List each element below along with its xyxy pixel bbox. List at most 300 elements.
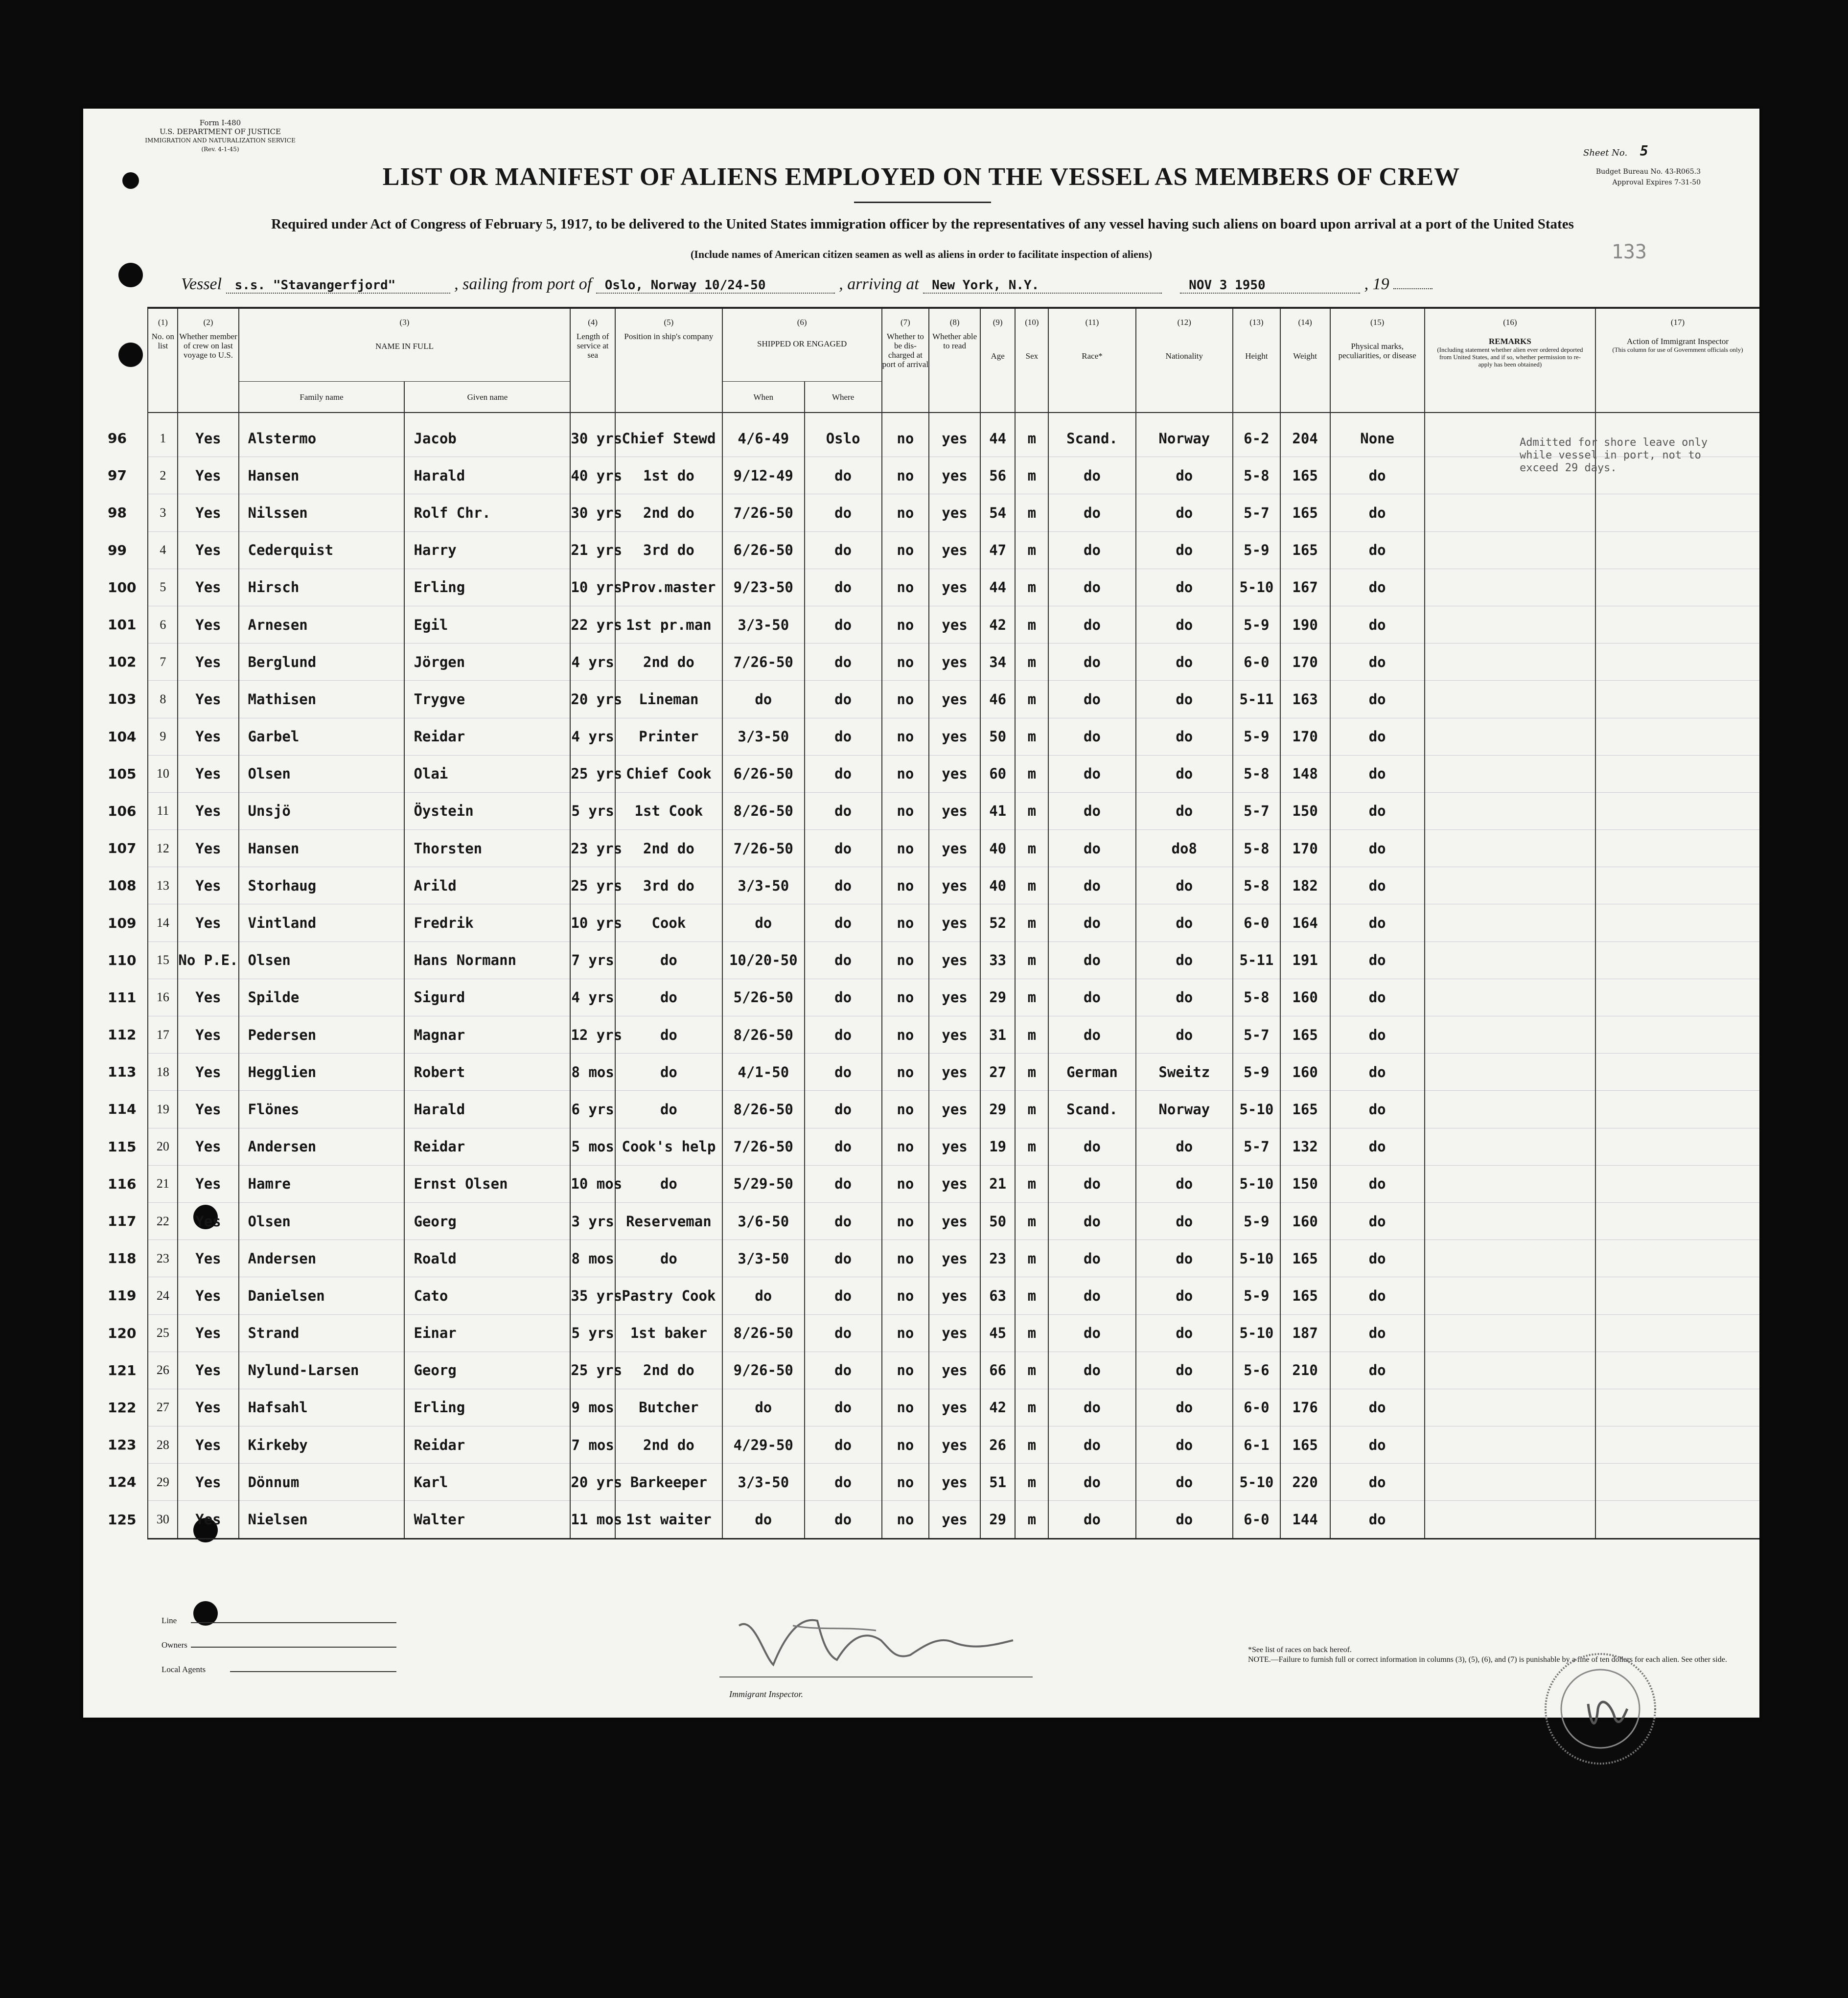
margin-number: 107 (108, 840, 137, 857)
list-number: 17 (148, 1016, 178, 1054)
able-to-read: yes (929, 1202, 980, 1240)
table-row (83, 606, 1759, 643)
sheet-value: 5 (1640, 143, 1648, 159)
age: 42 (980, 606, 1015, 643)
position: Cook's help (615, 1128, 722, 1165)
sex: m (1015, 942, 1048, 979)
sex: m (1015, 718, 1048, 755)
crew-last-voyage: Yes (178, 1128, 238, 1165)
margin-number: 103 (108, 691, 137, 708)
family-name: Vintland (239, 904, 405, 942)
age: 31 (980, 1016, 1015, 1054)
height: 5-10 (1233, 569, 1280, 606)
age: 56 (980, 457, 1015, 494)
remarks-cell (1425, 718, 1595, 755)
service-length: 7 mos (570, 1426, 615, 1464)
sex: m (1015, 1128, 1048, 1165)
crew-last-voyage: Yes (178, 830, 238, 867)
age: 19 (980, 1128, 1015, 1165)
table-row (83, 1128, 1759, 1165)
able-to-read: yes (929, 1016, 980, 1054)
family-name: Andersen (239, 1128, 405, 1165)
list-number: 9 (148, 718, 178, 755)
family-name: Unsjö (239, 792, 405, 829)
sex: m (1015, 830, 1048, 867)
race: Scand. (1048, 1091, 1135, 1128)
nationality: do (1136, 1426, 1233, 1464)
sex: m (1015, 681, 1048, 718)
height: 5-8 (1233, 830, 1280, 867)
crew-last-voyage: No P.E. (178, 942, 238, 979)
physical-marks: do (1330, 1240, 1425, 1277)
age: 21 (980, 1165, 1015, 1202)
inspector-action-cell (1595, 1054, 1759, 1091)
nationality: do (1136, 979, 1233, 1016)
position: Lineman (615, 681, 722, 718)
height: 5-10 (1233, 1165, 1280, 1202)
given-name: Harald (404, 457, 570, 494)
able-to-read: yes (929, 1426, 980, 1464)
age: 26 (980, 1426, 1015, 1464)
family-name: Strand (239, 1314, 405, 1352)
margin-number: 101 (108, 617, 137, 633)
given-name: Erling (404, 569, 570, 606)
sex: m (1015, 643, 1048, 681)
sex: m (1015, 867, 1048, 904)
family-name: Flönes (239, 1091, 405, 1128)
list-number: 22 (148, 1202, 178, 1240)
nationality: do (1136, 681, 1233, 718)
height: 5-7 (1233, 494, 1280, 531)
margin-number: 112 (108, 1027, 137, 1043)
race: do (1048, 942, 1135, 979)
inspection-seal (1542, 1650, 1659, 1768)
position: Chief Cook (615, 755, 722, 792)
engaged-where: do (805, 494, 882, 531)
inspector-label: Immigrant Inspector. (729, 1689, 803, 1699)
remarks-cell (1425, 904, 1595, 942)
given-name: Rolf Chr. (404, 494, 570, 531)
position: Chief Stewd (615, 420, 722, 457)
physical-marks: do (1330, 1352, 1425, 1389)
requirement-text: Required under Act of Congress of February 5, 1917, to be delivered to the United States immigration officer by the representatives of any vessel having such aliens on board upon arrival at a port of the United States (271, 216, 1574, 232)
crew-last-voyage: Yes (178, 1464, 238, 1501)
family-name: Danielsen (239, 1277, 405, 1314)
discharge: no (882, 1016, 929, 1054)
engaged-when: 5/26-50 (722, 979, 805, 1016)
able-to-read: yes (929, 792, 980, 829)
list-number: 24 (148, 1277, 178, 1314)
physical-marks: do (1330, 792, 1425, 829)
given-name: Hans Normann (404, 942, 570, 979)
weight: 160 (1280, 1054, 1330, 1091)
nationality: do (1136, 643, 1233, 681)
discharge: no (882, 1202, 929, 1240)
able-to-read: yes (929, 1165, 980, 1202)
race: do (1048, 1128, 1135, 1165)
family-name: Pedersen (239, 1016, 405, 1054)
engaged-where: do (805, 1016, 882, 1054)
able-to-read: yes (929, 643, 980, 681)
list-number: 10 (148, 755, 178, 792)
margin-number: 111 (108, 989, 137, 1006)
discharge: no (882, 457, 929, 494)
list-number: 26 (148, 1352, 178, 1389)
sex: m (1015, 1314, 1048, 1352)
remarks-cell (1425, 1016, 1595, 1054)
crew-last-voyage: Yes (178, 643, 238, 681)
engaged-where: do (805, 830, 882, 867)
footer-owners-field (162, 1640, 396, 1650)
engaged-when: 3/3-50 (722, 1240, 805, 1277)
engaged-where: do (805, 457, 882, 494)
header-family-name: Family name (239, 382, 405, 413)
able-to-read: yes (929, 1314, 980, 1352)
family-name: Hegglien (239, 1054, 405, 1091)
discharge: no (882, 1165, 929, 1202)
nationality: do (1136, 792, 1233, 829)
race: do (1048, 1426, 1135, 1464)
service-length: 35 yrs (570, 1277, 615, 1314)
sex: m (1015, 569, 1048, 606)
margin-number: 102 (108, 654, 137, 670)
table-row (83, 1464, 1759, 1501)
age: 60 (980, 755, 1015, 792)
nationality: do (1136, 1165, 1233, 1202)
given-name: Thorsten (404, 830, 570, 867)
height: 5-9 (1233, 606, 1280, 643)
race: do (1048, 457, 1135, 494)
sex: m (1015, 755, 1048, 792)
able-to-read: yes (929, 1240, 980, 1277)
inspector-action-cell (1595, 1202, 1759, 1240)
table-row (83, 643, 1759, 681)
crew-last-voyage: Yes (178, 1501, 238, 1539)
engaged-when: 3/3-50 (722, 867, 805, 904)
race: do (1048, 1016, 1135, 1054)
crew-last-voyage: Yes (178, 1426, 238, 1464)
race: do (1048, 1501, 1135, 1539)
discharge: no (882, 1389, 929, 1426)
physical-marks: do (1330, 1426, 1425, 1464)
service-length: 9 mos (570, 1389, 615, 1426)
able-to-read: yes (929, 904, 980, 942)
weight: 150 (1280, 1165, 1330, 1202)
age: 41 (980, 792, 1015, 829)
position: Barkeeper (615, 1464, 722, 1501)
service-length: 8 mos (570, 1240, 615, 1277)
list-number: 19 (148, 1091, 178, 1128)
table-row (83, 792, 1759, 829)
physical-marks: do (1330, 606, 1425, 643)
position: do (615, 942, 722, 979)
family-name: Andersen (239, 1240, 405, 1277)
able-to-read: yes (929, 1352, 980, 1389)
engaged-where: do (805, 1426, 882, 1464)
remarks-shore-leave: Admitted for shore leave only while vessel in port, not to exceed 29 days. (1520, 436, 1708, 474)
engaged-where: do (805, 1165, 882, 1202)
engaged-where: do (805, 681, 882, 718)
race: German (1048, 1054, 1135, 1091)
age: 63 (980, 1277, 1015, 1314)
engaged-when: 7/26-50 (722, 830, 805, 867)
discharge: no (882, 569, 929, 606)
inspector-action-cell (1595, 792, 1759, 829)
physical-marks: do (1330, 1054, 1425, 1091)
service-length: 5 yrs (570, 792, 615, 829)
inspector-action-cell (1595, 1165, 1759, 1202)
family-name: Olsen (239, 755, 405, 792)
nationality: do (1136, 904, 1233, 942)
family-name: Storhaug (239, 867, 405, 904)
service-length: 10 yrs (570, 904, 615, 942)
service-length: 6 yrs (570, 1091, 615, 1128)
table-row (83, 904, 1759, 942)
margin-number: 118 (108, 1250, 137, 1267)
margin-number: 113 (108, 1064, 137, 1080)
table-row (83, 569, 1759, 606)
service-length: 40 yrs (570, 457, 615, 494)
table-row (83, 494, 1759, 531)
table-row (83, 1352, 1759, 1389)
physical-marks: do (1330, 1202, 1425, 1240)
height: 6-0 (1233, 1389, 1280, 1426)
engaged-when: 7/26-50 (722, 643, 805, 681)
year-blank (1393, 288, 1432, 289)
footer-agents-field (162, 1665, 396, 1675)
physical-marks: do (1330, 1464, 1425, 1501)
physical-marks: do (1330, 1277, 1425, 1314)
owners-label: Owners (162, 1640, 187, 1650)
physical-marks: do (1330, 531, 1425, 569)
sex: m (1015, 1389, 1048, 1426)
nationality: do (1136, 1277, 1233, 1314)
margin-number: 116 (108, 1175, 137, 1192)
engaged-when: do (722, 1389, 805, 1426)
position: do (615, 1054, 722, 1091)
position: 1st do (615, 457, 722, 494)
age: 50 (980, 718, 1015, 755)
service-length: 20 yrs (570, 1464, 615, 1501)
service-length: 23 yrs (570, 830, 615, 867)
able-to-read: yes (929, 867, 980, 904)
able-to-read: yes (929, 1054, 980, 1091)
engaged-where: do (805, 1501, 882, 1539)
remarks-cell (1425, 942, 1595, 979)
header-height: (13) Height (1233, 308, 1280, 413)
given-name: Arild (404, 867, 570, 904)
list-number: 7 (148, 643, 178, 681)
nationality: do (1136, 531, 1233, 569)
physical-marks: do (1330, 1314, 1425, 1352)
table-row (83, 1389, 1759, 1426)
remarks-cell (1425, 1240, 1595, 1277)
weight: 187 (1280, 1314, 1330, 1352)
sex: m (1015, 606, 1048, 643)
crew-last-voyage: Yes (178, 420, 238, 457)
engaged-where: do (805, 1202, 882, 1240)
crew-last-voyage: Yes (178, 606, 238, 643)
sex: m (1015, 420, 1048, 457)
age: 29 (980, 1091, 1015, 1128)
engaged-where: do (805, 867, 882, 904)
age: 44 (980, 420, 1015, 457)
able-to-read: yes (929, 531, 980, 569)
race: do (1048, 1165, 1135, 1202)
discharge: no (882, 531, 929, 569)
given-name: Jörgen (404, 643, 570, 681)
engaged-when: 5/29-50 (722, 1165, 805, 1202)
physical-marks: do (1330, 1016, 1425, 1054)
family-name: Hamre (239, 1165, 405, 1202)
position: Butcher (615, 1389, 722, 1426)
race: do (1048, 979, 1135, 1016)
table-row (83, 1016, 1759, 1054)
weight: 165 (1280, 494, 1330, 531)
remarks-cell (1425, 1277, 1595, 1314)
age: 40 (980, 830, 1015, 867)
able-to-read: yes (929, 494, 980, 531)
inspector-action-cell (1595, 1501, 1759, 1539)
weight: 165 (1280, 1016, 1330, 1054)
weight: 132 (1280, 1128, 1330, 1165)
nationality: do (1136, 1016, 1233, 1054)
engaged-where: do (805, 1352, 882, 1389)
crew-last-voyage: Yes (178, 1314, 238, 1352)
family-name: Mathisen (239, 681, 405, 718)
header-no-on-list: (1) No. on list (148, 308, 178, 413)
engaged-when: do (722, 904, 805, 942)
table-row (83, 718, 1759, 755)
header-weight: (14) Weight (1280, 308, 1330, 413)
margin-number: 104 (108, 728, 137, 745)
crew-last-voyage: Yes (178, 1091, 238, 1128)
discharge: no (882, 494, 929, 531)
engaged-when: 7/26-50 (722, 494, 805, 531)
engaged-when: 3/6-50 (722, 1202, 805, 1240)
weight: 167 (1280, 569, 1330, 606)
given-name: Magnar (404, 1016, 570, 1054)
physical-marks: do (1330, 867, 1425, 904)
table-row (83, 531, 1759, 569)
table-row (83, 867, 1759, 904)
age: 42 (980, 1389, 1015, 1426)
sex: m (1015, 1202, 1048, 1240)
table-row (83, 942, 1759, 979)
remarks-cell (1425, 867, 1595, 904)
engaged-when: 3/3-50 (722, 606, 805, 643)
given-name: Reidar (404, 1128, 570, 1165)
table-row (83, 681, 1759, 718)
header-crew-last-voyage: (2) Whether member of crew on last voyage to U.S. (178, 308, 238, 413)
physical-marks: do (1330, 904, 1425, 942)
able-to-read: yes (929, 569, 980, 606)
family-name: Alstermo (239, 420, 405, 457)
given-name: Roald (404, 1240, 570, 1277)
engaged-when: 8/26-50 (722, 1016, 805, 1054)
inspector-action-cell (1595, 531, 1759, 569)
race: do (1048, 830, 1135, 867)
service: IMMIGRATION AND NATURALIZATION SERVICE (145, 137, 296, 144)
remarks-cell (1425, 606, 1595, 643)
sex: m (1015, 979, 1048, 1016)
discharge: no (882, 1352, 929, 1389)
list-number: 25 (148, 1314, 178, 1352)
engaged-when: do (722, 681, 805, 718)
nationality: do (1136, 494, 1233, 531)
service-length: 30 yrs (570, 494, 615, 531)
weight: 165 (1280, 531, 1330, 569)
nationality: do (1136, 1501, 1233, 1539)
nationality: do (1136, 1314, 1233, 1352)
weight: 165 (1280, 1426, 1330, 1464)
engaged-where: do (805, 792, 882, 829)
list-number: 18 (148, 1054, 178, 1091)
margin-number: 106 (108, 803, 137, 819)
table-row (83, 1240, 1759, 1277)
given-name: Karl (404, 1464, 570, 1501)
engaged-where: do (805, 979, 882, 1016)
age: 66 (980, 1352, 1015, 1389)
engaged-when: 4/1-50 (722, 1054, 805, 1091)
discharge: no (882, 420, 929, 457)
crew-last-voyage: Yes (178, 1277, 238, 1314)
weight: 165 (1280, 1240, 1330, 1277)
given-name: Egil (404, 606, 570, 643)
list-number: 27 (148, 1389, 178, 1426)
inspector-action-cell (1595, 942, 1759, 979)
list-number: 6 (148, 606, 178, 643)
engaged-where: do (805, 1091, 882, 1128)
header-length-of-service: (4) Length of service at sea (570, 308, 615, 413)
discharge: no (882, 1054, 929, 1091)
margin-number: 117 (108, 1213, 137, 1230)
service-length: 25 yrs (570, 755, 615, 792)
table-row (83, 1165, 1759, 1202)
physical-marks: do (1330, 979, 1425, 1016)
list-number: 4 (148, 531, 178, 569)
family-name: Dönnum (239, 1464, 405, 1501)
margin-number: 109 (108, 915, 137, 931)
weight: 170 (1280, 830, 1330, 867)
table-row (83, 1426, 1759, 1464)
crew-last-voyage: Yes (178, 867, 238, 904)
footer-notes (1248, 1645, 1737, 1665)
sex: m (1015, 1464, 1048, 1501)
race: do (1048, 1277, 1135, 1314)
physical-marks: do (1330, 1091, 1425, 1128)
inspector-action-cell (1595, 979, 1759, 1016)
age: 47 (980, 531, 1015, 569)
height: 5-9 (1233, 1202, 1280, 1240)
nationality: do (1136, 942, 1233, 979)
service-length: 12 yrs (570, 1016, 615, 1054)
able-to-read: yes (929, 942, 980, 979)
nationality: do (1136, 867, 1233, 904)
list-number: 15 (148, 942, 178, 979)
physical-marks: do (1330, 494, 1425, 531)
crew-last-voyage: Yes (178, 1016, 238, 1054)
able-to-read: yes (929, 1501, 980, 1539)
position: Pastry Cook (615, 1277, 722, 1314)
physical-marks: do (1330, 457, 1425, 494)
inspector-action-cell (1595, 904, 1759, 942)
list-number: 8 (148, 681, 178, 718)
list-number: 30 (148, 1501, 178, 1539)
header-nationality: (12) Nationality (1136, 308, 1233, 413)
physical-marks: do (1330, 569, 1425, 606)
header-discharged: (7) Whether to be dis-charged at port of arrival (882, 308, 929, 413)
